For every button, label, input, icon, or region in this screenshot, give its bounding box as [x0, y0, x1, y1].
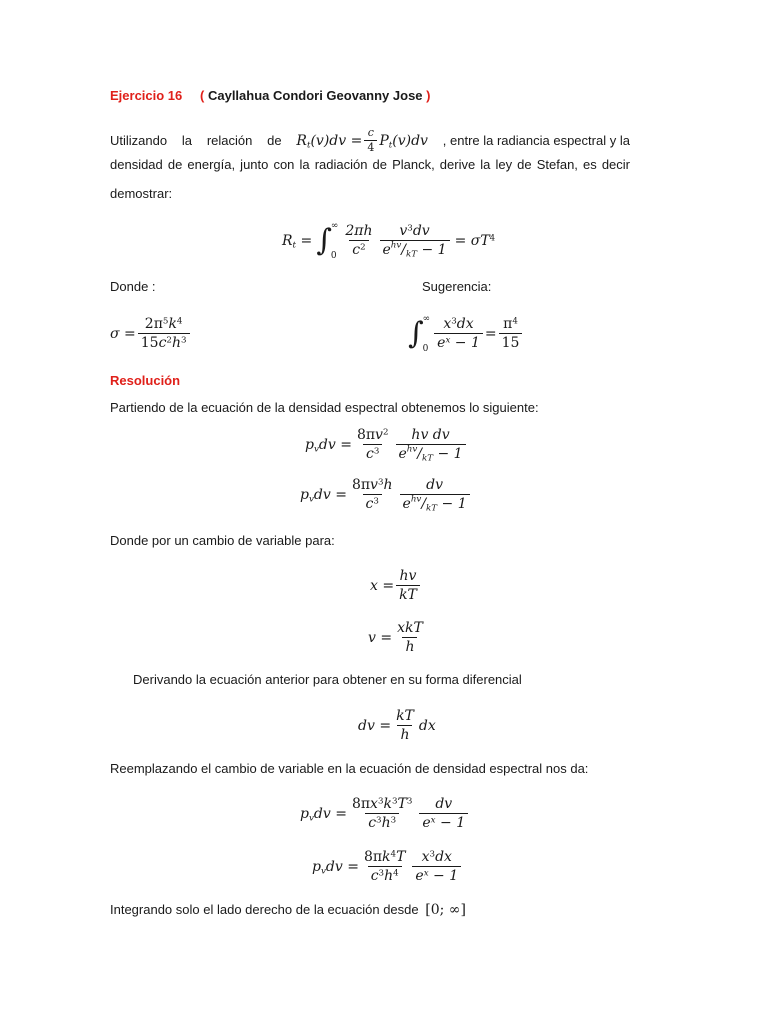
variable-change-v: v = $\frac{\text{xkT}}{h}$ [368, 619, 423, 656]
stefan-law-equation: $R_t$ = ∫ ∞ 0 $\frac{2\pi h}{c^2}$ $\frac{v^3dv}{e^{hv}/_{kT} - 1}$ = $\sigma T^4$ [282, 221, 496, 261]
spectral-density-eq-1: $p_vdv$ = $\frac{8\pi v^2}{c^3}$ $\frac{\text{hv dv}}{e^{hv}/_{kT} - 1}$ [305, 424, 468, 466]
integration-interval: [0; ∞] [425, 902, 466, 918]
intro-word: la [181, 133, 193, 149]
intro-line-3: demostrar: [110, 186, 173, 201]
substituted-eq-1: $p_vdv$ = $\frac{8\pi x^3k^3T^3}{c^3h^3}$ $\frac{dv}{e^x - 1}$ [300, 792, 470, 836]
cambio-text: Donde por un cambio de variable para: [110, 533, 335, 548]
integrando-text: Integrando solo el lado derecho de la ecuación desde [110, 902, 419, 917]
exercise-title: Ejercicio 16 [110, 88, 183, 103]
differential-eq: dv = $\frac{kT}{h}$ dx [358, 707, 436, 744]
intro-line-1 [110, 127, 630, 155]
substituted-eq-2: $p_vdv$ = $\frac{8\pi k^4T}{c^3h^4}$ $\frac{x^3dx}{e^x - 1}$ [312, 845, 463, 889]
intro-word: Utilizando [110, 133, 168, 149]
intro-word: de [267, 133, 282, 149]
hint-integral: ∫ ∞ 0 $\frac{x^3dx}{e^x - 1}$ = $\frac{\pi^4}{15}$ [408, 312, 524, 356]
reemplazando-text: Reemplazando el cambio de variable en la ecuación de densidad espectral nos da: [110, 761, 589, 776]
intro-word: relación [206, 133, 253, 149]
integrando-line [110, 902, 466, 918]
donde-label: Donde : [110, 279, 156, 294]
derivando-text: Derivando la ecuación anterior para obtener en su forma diferencial [133, 672, 522, 687]
sugerencia-label: Sugerencia: [422, 279, 492, 294]
author-text: Cayllahua Condori Geovanny Jose [207, 88, 423, 103]
author-name: ( Cayllahua Condori Geovanny Jose ) [200, 88, 431, 103]
intro-word: , entre la radiancia espectral y la [442, 133, 630, 149]
resolucion-heading: Resolución [110, 373, 181, 388]
relation-equation: $R_t(v)dv$ = $\frac{c}{4}$ $P_t(v)dv$ [296, 126, 428, 155]
sigma-definition: σ = $\frac{2\pi^5k^4}{15c^2h^3}$ [110, 312, 192, 356]
spectral-density-eq-2: $p_vdv$ = $\frac{8\pi v^3h}{c^3}$ $\frac{dv}{e^{hv}/_{kT} - 1}$ [300, 474, 472, 516]
partiendo-text: Partiendo de la ecuación de la densidad espectral obtenemos lo siguiente: [110, 400, 539, 415]
intro-line-2: densidad de energía, junto con la radiación de Planck, derive la ley de Stefan, es decir [110, 157, 630, 172]
variable-change-x: x = $\frac{hv}{kT}$ [370, 564, 422, 608]
